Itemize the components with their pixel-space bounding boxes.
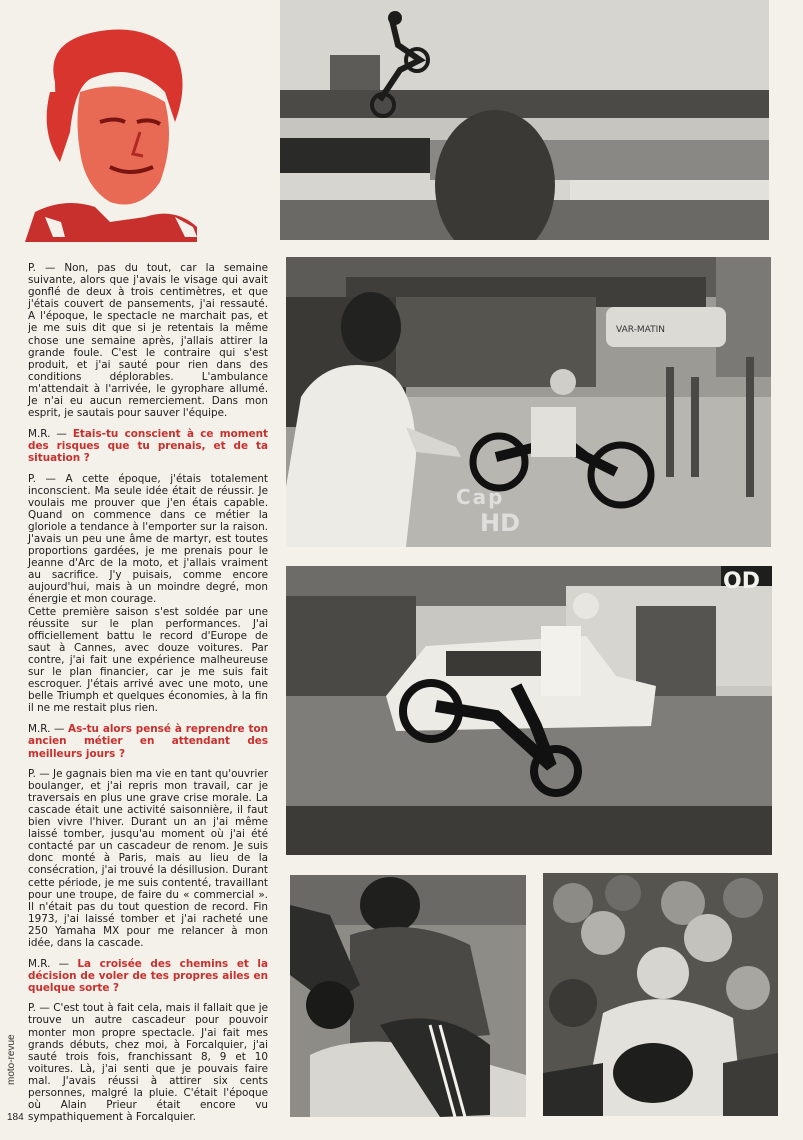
answer-paragraph-4: P. — Je gagnais bien ma vie en tant qu'ouvrier boulanger, et j'ai repris mon travail, car je traversais en plus une grave crise morale. La cascade était une activité saisonnière, il faut bien vivre l'hiver. Durant un an j'ai même laissé tomber, jusqu'au moment où j'ai été contacté par un cascadeur de renom. Je suis donc monté à Paris, mais au lieu de la consécration, j'ai trouvé la désillusion. Durant cette période, je me suis contenté, travaillant pour une troupe, de faire du « commercial ». Il n'était pas du tout question de record. Fin 1973, j'ai laissé tomber et j'ai racheté une 250 Yamaha MX pour me relancer à mon idée, dans la cascade. <box>28 767 268 949</box>
question-speaker: M.R. — <box>28 723 69 736</box>
answer-paragraph-3: Cette première saison s'est soldée par une réussite sur le plan performances. J'ai officiellement battu le record d'Europe de saut à Cannes, avec douze voitures. Par contre, j'ai fait une expérience malheureuse sur le plan financier, car je me suis fait escroquer. J'étais arrivé avec une moto, une belle Triumph et quelques économies, à la fin il ne me restait plus rien. <box>28 605 268 715</box>
magazine-side-label: moto-revue <box>6 1034 17 1085</box>
question-speaker: M.R. — <box>28 958 78 971</box>
watermark-top: Cap <box>456 485 505 509</box>
question-3 <box>28 958 268 994</box>
crowd-photo <box>543 873 778 1116</box>
answer-paragraph-1: P. — Non, pas du tout, car la semaine suivante, alors que j'avais le visage qui avait gonflé de deux à trois centimètres, et que j'étais couvert de pansements, j'ai ressauté. A l'époque, le spectacle ne marchait pas, et je me suis dit que si je retentais la même chose une semaine après, j'allais attirer la grande foule. C'est le contraire qui s'est produit, et j'ai sauté pour rien dans des conditions déplorables. L'ambulance m'attendait à l'arrivée, le gyrophare allumé. Je n'ai eu aucun remerciement. Dans mon esprit, je sautais pour sauver l'équipe. <box>28 262 268 420</box>
watermark-bottom: HD <box>480 509 521 537</box>
question-2 <box>28 723 268 759</box>
answer-paragraph-2: P. — A cette époque, j'étais totalement inconscient. Ma seule idée était de réussir. Je voulais me prouver que j'en étais capable. Quand on commence dans ce métier la gloriole a tendance à l'emporter sur la raison. J'avais un peu une âme de martyr, est toutes proportions gardées, je me prenais pour le Jeanne d'Arc de la moto, et j'allais vraiment au sacrifice. J'y puisais, comme encore aujourd'hui, mais à un moindre degré, mon énergie et mon courage. <box>28 472 268 606</box>
injured-rider-photo <box>290 875 526 1117</box>
page-number: 184 <box>7 1112 24 1123</box>
od-sign: OD <box>723 569 760 594</box>
question-text: La croisée des chemins et la décision de voler de tes propres ailes en quelque sorte ? <box>28 958 268 995</box>
wheelie-photo <box>286 566 772 855</box>
question-text: Etais-tu conscient à ce moment des risques que tu prenais, et de ta situation ? <box>28 428 268 465</box>
jump-photo-stadium <box>280 0 769 240</box>
question-text: As-tu alors pensé à reprendre ton ancien métier en attendant des meilleurs jours ? <box>28 723 268 760</box>
interview-text-column <box>28 262 268 1132</box>
question-speaker: M.R. — <box>28 428 73 441</box>
answer-paragraph-5: P. — C'est tout à fait cela, mais il fallait que je trouve un autre cascadeur pour pouvoir monter mon propre spectacle. J'ai fait mes grands débuts, chez moi, à Forcalquier, j'ai sauté trois fois, franchissant 8, 9 et 10 voitures. Là, j'ai senti que je pouvais faire mal. J'avais réussi à attirer six cents personnes, malgré la pluie. C'était l'époque où Alain Prieur était encore vu sympathiquement à Forcalquier. <box>28 1002 268 1124</box>
var-matin-sign: VAR-MATIN <box>616 325 665 335</box>
watermark-logo <box>456 485 536 545</box>
question-1 <box>28 428 268 464</box>
rider-portrait <box>25 22 197 242</box>
